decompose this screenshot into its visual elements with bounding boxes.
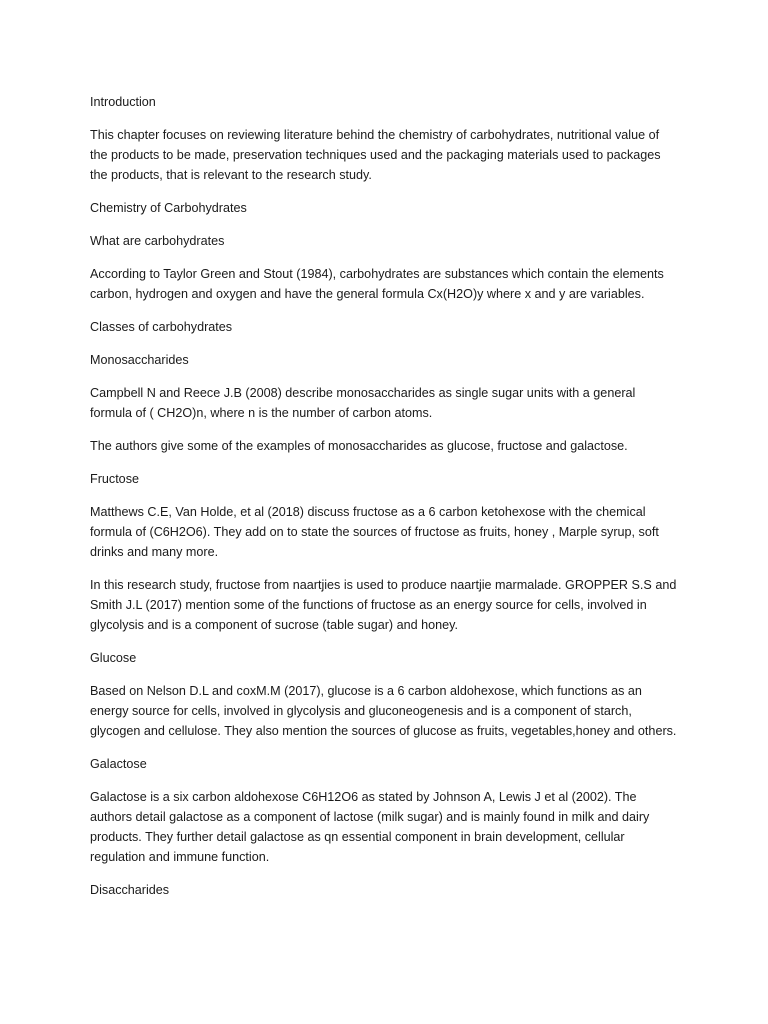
paragraph-fructose-definition: Matthews C.E, Van Holde, et al (2018) discuss fructose as a 6 carbon ketohexose with the chemical formula of (C6H2O6). They add on to state the sources of fructose as fruits, honey , Marple syrup, soft drinks and many more. [90, 505, 659, 559]
heading-classes-of-carbohydrates: Classes of carbohydrates [90, 320, 233, 334]
heading-fructose: Fructose [90, 472, 139, 486]
paragraph-galactose: Galactose is a six carbon aldohexose C6H12O6 as stated by Johnson A, Lewis J et al (2002). The authors detail galactose as a component of lactose (milk sugar) and is mainly found in milk and dairy products. They further detail galactose as qn essential component in brain development, cellular regulation and immune function. [90, 790, 650, 864]
document-body [90, 92, 680, 913]
paragraph-glucose: Based on Nelson D.L and coxM.M (2017), glucose is a 6 carbon aldohexose, which functions as an energy source for cells, involved in glycolysis and gluconeogenesis and is a component of starch, glycogen and cellulose. They also mention the sources of glucose as fruits, vegetables,honey and others. [90, 684, 677, 738]
heading-glucose: Glucose [90, 651, 137, 665]
paragraph-carbohydrates-definition: According to Taylor Green and Stout (1984), carbohydrates are substances which contain the elements carbon, hydrogen and oxygen and have the general formula Cx(H2O)y where x and y are variables. [90, 267, 664, 301]
heading-monosaccharides: Monosaccharides [90, 353, 189, 367]
heading-galactose: Galactose [90, 757, 147, 771]
paragraph-intro: This chapter focuses on reviewing literature behind the chemistry of carbohydrates, nutritional value of the products to be made, preservation techniques used and the packaging materials used to packages the products, that is relevant to the research study. [90, 128, 661, 182]
heading-disaccharides: Disaccharides [90, 883, 170, 897]
paragraph-fructose-functions: In this research study, fructose from naartjies is used to produce naartjie marmalade. GROPPER S.S and Smith J.L (2017) mention some of the functions of fructose as an energy source for cells, involved in glycolysis and is a component of sucrose (table sugar) and honey. [90, 578, 677, 632]
heading-chemistry-of-carbohydrates: Chemistry of Carbohydrates [90, 201, 247, 215]
paragraph-monosaccharides-definition: Campbell N and Reece J.B (2008) describe monosaccharides as single sugar units with a general formula of ( CH2O)n, where n is the number of carbon atoms. [90, 386, 636, 420]
heading-what-are-carbohydrates: What are carbohydrates [90, 234, 225, 248]
heading-introduction: Introduction [90, 95, 156, 109]
paragraph-monosaccharides-examples: The authors give some of the examples of monosaccharides as glucose, fructose and galactose. [90, 439, 628, 453]
